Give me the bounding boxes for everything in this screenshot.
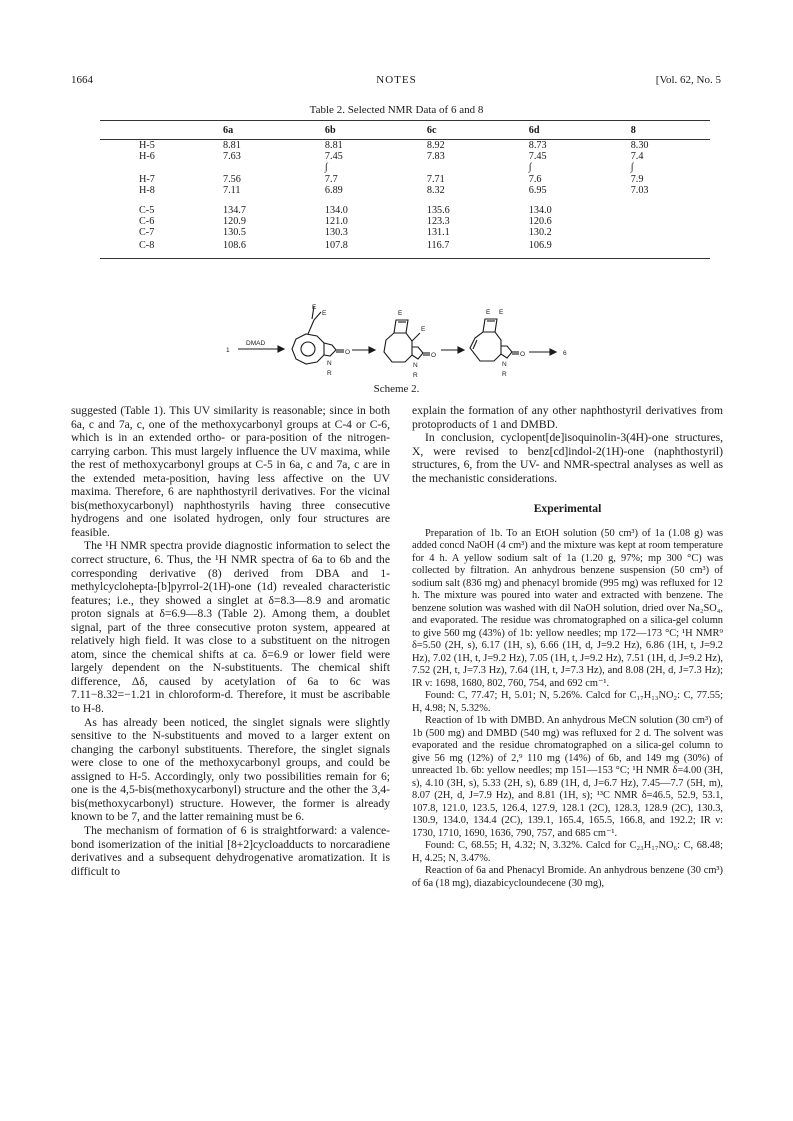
scheme-start-label: 1 [226,347,230,354]
table-cell [427,196,529,205]
table-cell: 7.45 [528,151,547,163]
table-row [100,227,710,238]
table-cell: 7.11 [223,184,241,196]
table-cell: 8.73 [528,140,547,151]
table-row [100,205,710,216]
table-cell [223,196,325,205]
table-cell: H-8 [139,184,155,196]
table-cell [427,162,529,173]
table-cell: H-7 [139,173,155,185]
table-header-cell: 6c [427,121,529,140]
scheme-e-label: E [421,326,426,333]
experimental-paragraph: Reaction of 1b with DMBD. An anhydrous MeCN solution (30 cm³) of 1b (500 mg) and DMBD (540 mg) was refluxed for 2 d. The solvent was evaporated and the residue chromatographed on a silica-gel column to give 56 mg (12%) of 2,⁹ 110 mg (14%) of 6b, and 149 mg (30%) of unreacted 1b. 6b: yellow needles; mp 151—153 °C; ¹H NMR δ=4.00 (3H, s), 4.10 (3H, s), 5.33 (2H, s), 6.89 (1H, d, J=6.7 Hz), 7.45—7.7 (5H, m), 8.07 (2H, d, J=7.9 Hz), and 8.81 (1H, s); ¹³C NMR δ=46.5, 52.9, 53.1, 107.8, 121.0, 123.5, 126.4, 127.9, 128.1 (2C), 128.3, 128.9 (2C), 130.3, 130.9, 134.0, 134.4 (2C), 139.1, 165.4, 165.5, 166.8, and 192.2; IR ν: 1730, 1710, 1690, 1636, 790, 757, and 685 cm⁻¹. [412,715,723,839]
table-cell: 120.9 [223,216,246,228]
table-cell: 120.6 [528,216,552,228]
table-header-cell [100,121,223,140]
table-header-cell: 6b [325,121,427,140]
experimental-paragraph: Preparation of 1b. To an EtOH solution (50 cm³) of 1a (1.08 g) was added concd NaOH (4 cm³) and the mixture was kept at room temperature for 4 h. A yellow sodium salt of 1a (1.20 g, 97%; mp 300 °C) was collected by filtration. An anhydrous benzene suspension (50 cm³) of sodium salt (836 mg) and phenacyl bromide (995 mg) was refluxed for 12 h. The mixture was poured into water and extracted with benzene. The benzene solution was washed with dil NaOH solution, dried over Na₂SO₄, and evaporated. The residue was chromatographed on a silica-gel column to give 560 mg (43%) of 1b: yellow needles; mp 172—173 °C; ¹H NMR⁹ δ=5.50 (2H, s), 6.17 (1H, s), 6.66 (1H, d, J=9.2 Hz), 6.86 (1H, t, J=9.2 Hz), 7.02 (1H, t, J=9.2 Hz), 7.05 (1H, t, J=9.2 Hz), 7.51 (1H, d, J=9.2 Hz), 7.52 (2H, t, J=7.3 Hz), 7.64 (1H, t, J=7.3 Hz), and 8.08 (2H, d, J=7.3 Hz); IR ν: 1698, 1680, 802, 760, 754, and 692 cm⁻¹. [412,527,723,689]
table-cell: H-5 [139,140,155,151]
table-cell: 134.7 [223,205,246,217]
table-cell: 116.7 [427,239,529,259]
table-row [100,162,710,173]
table-cell: 108.6 [223,239,325,259]
table-cell [631,216,710,227]
scheme-reagent-label: DMAD [246,340,266,347]
table-row [100,140,710,152]
table-header-cell: 6d [529,121,631,140]
table-cell [631,239,710,259]
experimental-heading: Experimental [533,502,602,516]
table-cell: 130.3 [324,227,348,239]
table-cell: 106.9 [529,239,631,259]
table-cell: 134.0 [528,205,552,217]
scheme-e-label: E [398,310,403,317]
running-head: NOTES [376,74,417,86]
table-cell: 6.95 [528,184,547,196]
scheme-n-label: N [327,360,332,367]
body-paragraph: The ¹H NMR spectra provide diagnostic information to select the correct structure, 6. Thus, the ¹H NMR spectra of 6a to 6b and the corresponding derivative (8) derived from DBA and 1-methylcyclohepta-[b]pyrrol-2(1H)-one (1d) revealed characteristic features; i.e., they showed a singlet at δ=8.3—8.9 and aromatic proton signals at δ=6.9—8.3 (Table 2). Among them, a doublet signal, part of the three consecutive proton system, appeared at relatively high field. It was close to a substituent on the nitrogen atom, since the chemical shifts at ca. δ=6.9 or lower field were largely dependent on the N-substituents. The chemical shift difference, Δδ, caused by acetylation of 6a to 6c was 7.11−8.32=−1.21 in chloroform-d. Therefore, it must be ascribable to H-8. [71,539,390,716]
table-header-cell: 6a [223,121,325,140]
table-cell: 7.9 [630,173,644,185]
scheme-r-label: R [413,372,418,379]
table-cell [100,196,223,205]
body-paragraph: suggested (Table 1). This UV similarity is reasonable; since in both 6a, c and 7a, c, one of the methoxycarbonyl groups at C-4 or C-6, which is in an extended ortho- or para-position of the nitrogen-carrying carbon. This must largely influence the UV maxima, while the rest of methoxycarbonyl groups at C-5 in 6a, c and 7a, c are in the extended meta-position, having less affective on the UV maxima. Therefore, 6 are naphthostyril derivatives. For the vicinal bis(methoxycarbonyl) naphthostyrils having three consecutive hydrogens and one isolated hydrogen, only four structures are feasible. [71,404,390,539]
table-row [100,185,710,196]
table-cell: 130.2 [528,227,552,239]
table-row [100,174,710,185]
table-cell [100,162,223,173]
experimental-paragraph: Found: C, 68.55; H, 4.32; N, 3.32%. Calcd for C₂₃H₁₇NO₆: C, 68.48; H, 4.25; N, 3.47%. [412,840,723,864]
table-cell: 7.56 [223,173,241,185]
table-cell: H-6 [139,151,155,163]
table-cell: 121.0 [324,216,348,228]
table-cell: 130.5 [223,227,246,239]
right-column [412,404,723,890]
scheme-o-label: O [345,349,351,356]
scheme-end-label: 6 [563,350,567,357]
scheme-2-graphic [220,303,580,379]
body-paragraph: As has already been noticed, the singlet signals were slightly sensitive to the N-substituents and moved to a larger extent on changing the carbonyl substituents. Therefore, the singlet signals were close to one of the methoxycarbonyl groups, and could be assigned to H-5. Accordingly, only two possibilities remain for 6; one is the 4,5-bis(methoxycarbonyl) structure and the other the 3,4-bis(methoxycarbonyl) structure. However, the former is already known to be 7, and the latter remaining must be 6. [71,715,390,824]
table-cell: 123.3 [426,216,450,228]
table-cell [631,205,710,216]
table-cell [631,196,710,205]
table-cell [631,227,710,238]
scheme-o-label: O [431,352,437,359]
table-row [100,239,710,259]
scheme-e-label: E [499,309,504,316]
nmr-table [100,120,710,259]
body-paragraph: The mechanism of formation of 6 is straightforward: a valence-bond isomerization of the initial [8+2]cycloadducts to norcaradiene derivatives and a subsequent dehydrogenative aromatization. It is difficult to [71,823,390,878]
table-row [100,216,710,227]
scheme-o-label: O [520,351,526,358]
table-cell: 8.92 [426,140,445,151]
table-cell: 7.83 [426,151,445,163]
body-paragraph: In conclusion, cyclopent[de]isoquinolin-3(4H)-one structures, X, were revised to benz[cd]indol-2(1H)-one (naphthostyril) structures, 6, from the UV- and NMR-spectral analyses as well as the mechanistic considerations. [412,431,723,485]
table-caption: Table 2. Selected NMR Data of 6 and 8 [309,104,484,116]
table-cell: ∫ [528,162,532,174]
experimental-section [412,528,723,891]
table-cell: 7.63 [223,151,241,163]
table-row [100,151,710,162]
table-cell: 7.6 [528,173,542,185]
table-cell: C-5 [139,205,155,217]
scheme-e-label: E [322,310,327,317]
table-cell: 7.7 [324,173,338,185]
body-paragraph: explain the formation of any other naphthostyril derivatives from protoproducts of 1 and DMBD. [412,404,723,431]
table-cell: 131.1 [426,227,450,239]
table-cell: 8.30 [630,140,649,151]
table-cell: 8.81 [223,140,241,151]
scheme-r-label: R [327,370,332,377]
scheme-r-label: R [502,371,507,378]
table-cell: 7.45 [324,151,343,163]
scheme-e-label: E [486,309,491,316]
volume-label: [Vol. 62, No. 5 [655,74,721,86]
table-cell: ∫ [324,162,328,174]
table-cell: 6.89 [324,184,343,196]
table-cell [325,196,427,205]
table-cell: 8.81 [324,140,343,151]
table-cell: 134.0 [324,205,348,217]
table-cell: 107.8 [325,239,427,259]
table-cell: 7.4 [630,151,644,163]
scheme-e-label: E [312,304,317,311]
table-cell: C-6 [139,216,155,228]
table-cell [223,162,325,173]
table-cell: 7.03 [630,184,649,196]
table-header-cell: 8 [631,121,710,140]
experimental-paragraph: Reaction of 6a and Phenacyl Bromide. An anhydrous benzene (30 cm³) of 6a (18 mg), diazabicycloundecene (30 mg), [412,865,723,889]
table-cell: ∫ [630,162,634,174]
table-cell: 7.71 [426,173,445,185]
table-cell: 135.6 [426,205,450,217]
scheme-n-label: N [502,361,507,368]
experimental-paragraph: Found: C, 77.47; H, 5.01; N, 5.26%. Calcd for C₁₇H₁₃NO₂: C, 77.55; H, 4.98; N, 5.32%. [412,690,723,714]
table-cell: C-7 [139,227,155,239]
scheme-caption: Scheme 2. [373,383,420,395]
scheme-n-label: N [413,362,418,369]
table-cell [529,196,631,205]
table-cell: 8.32 [426,184,445,196]
page-number: 1664 [71,74,93,86]
left-column [71,404,390,878]
table-cell: C-8 [100,239,223,259]
table-row [100,196,710,205]
